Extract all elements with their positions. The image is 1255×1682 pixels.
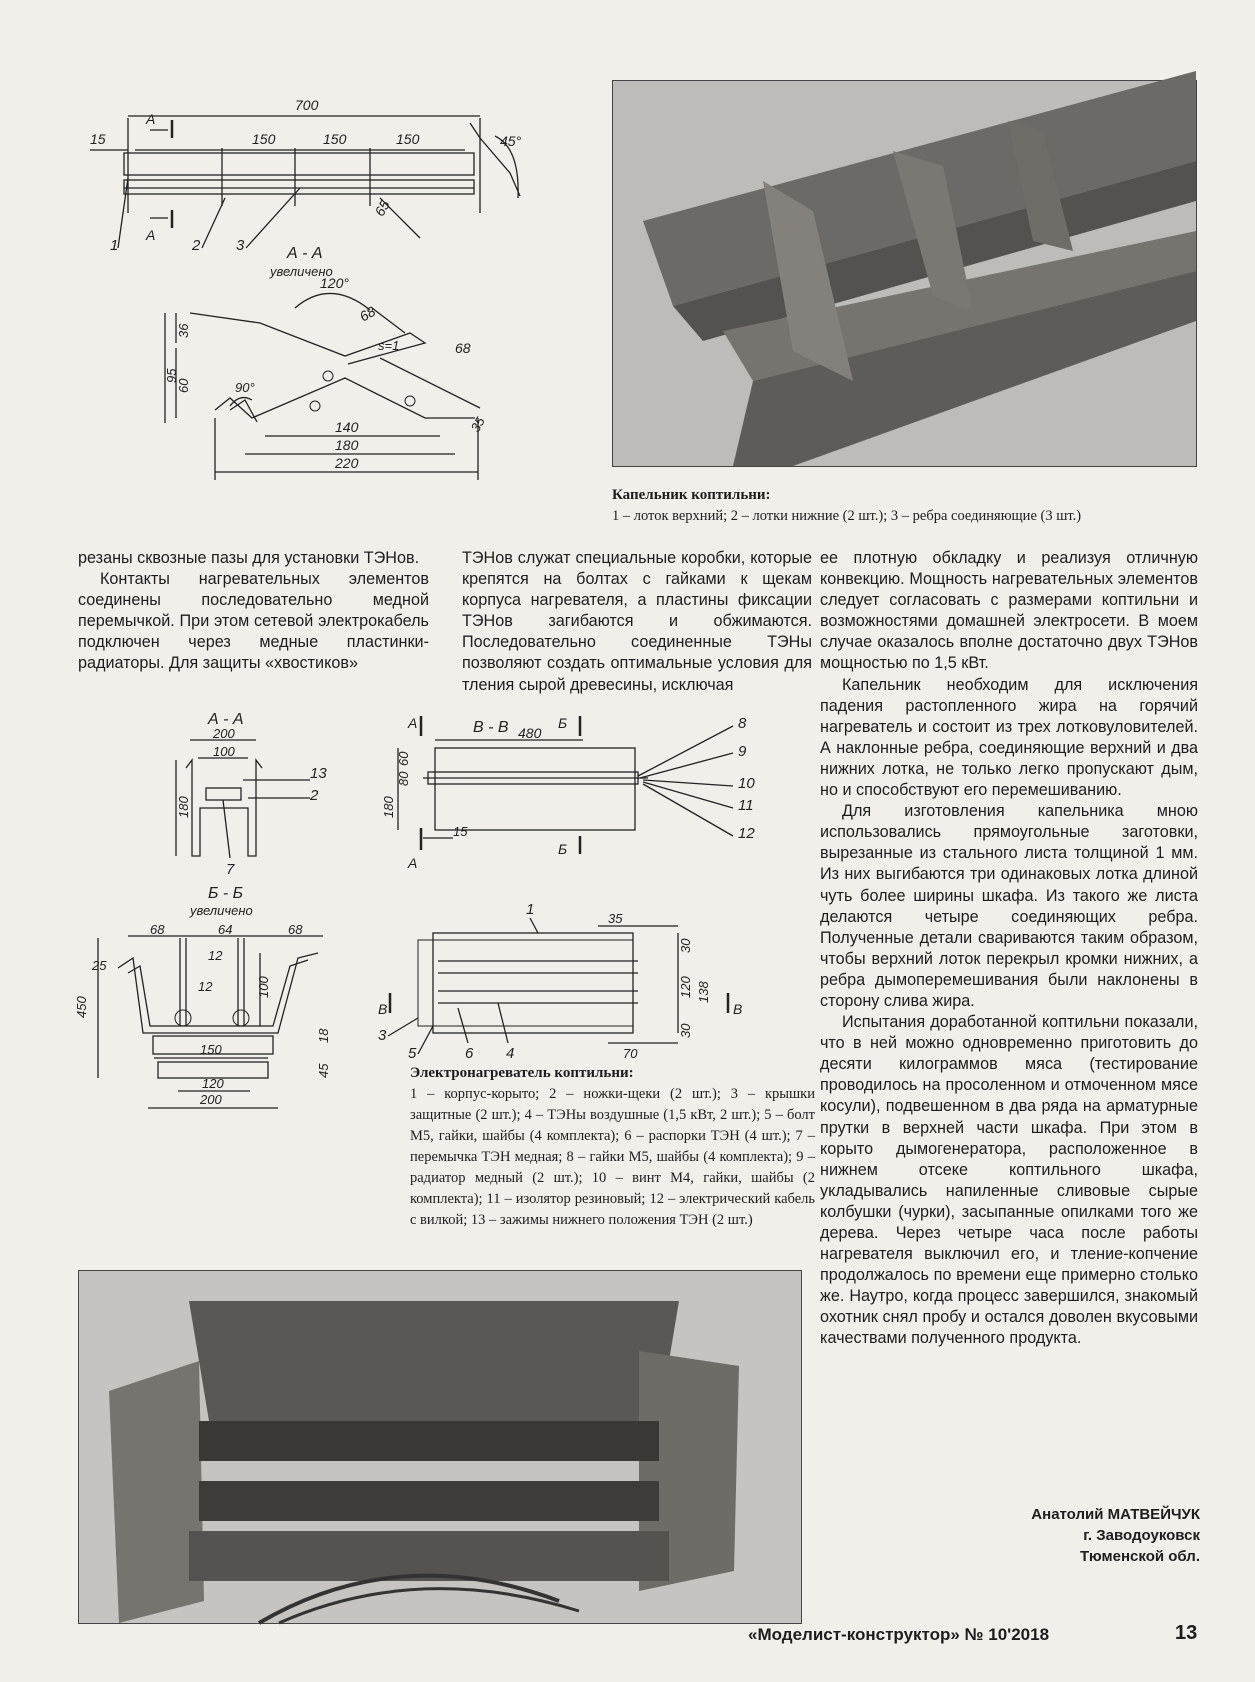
aa-part-2: 2 xyxy=(310,787,319,804)
col1-para-2: Контакты нагревательных элементов соединены последовательно медной перемычкой. При этом сетевой электрокабель подключен через медные пластинки-радиаторы. Для защиты «хвостиков» xyxy=(78,570,429,673)
section-aa-subtitle: увеличено xyxy=(270,264,333,279)
drip-tray-caption-text: 1 – лоток верхний; 2 – лотки нижние (2 шт.); 3 – ребра соединяющие (3 шт.) xyxy=(612,508,1082,524)
dim-150-c: 150 xyxy=(396,131,420,147)
footer-magazine: «Моделист-конструктор» № 10'2018 xyxy=(748,1625,1050,1644)
part-2: 2 xyxy=(192,237,201,254)
bb-dim-64: 64 xyxy=(218,922,233,937)
vv-dim-80: 80 xyxy=(396,771,411,786)
dim-65: 65 xyxy=(371,197,393,219)
bb-subtitle: увеличено xyxy=(190,903,253,918)
bb-dim-200: 200 xyxy=(200,1092,222,1107)
aa-dim-200: 200 xyxy=(213,726,235,741)
col1-para-1: резаны сквозные пазы для установки ТЭНов. xyxy=(78,549,420,567)
vv-part-9: 9 xyxy=(738,743,747,760)
author-name: Анатолий МАТВЕЙЧУК xyxy=(1031,1506,1200,1523)
dim-180: 180 xyxy=(335,437,359,453)
dim-36: 36 xyxy=(176,323,191,338)
drip-tray-caption-title: Капельник коптильни: xyxy=(612,487,771,503)
dim-95: 95 xyxy=(164,368,179,383)
dim-150-a: 150 xyxy=(252,131,276,147)
dim-700: 700 xyxy=(295,97,319,113)
col3-para-1: ее плотную обкладку и реализуя отличную конвекцию. Мощность нагревательных элементов следует согласовать с размерами коптильни и возможностями домашней электросети. В моем случае оказалось вполне достаточно двух ТЭНов мощностью по 1,5 кВт. xyxy=(820,549,1198,673)
vv-letter-b-top: Б xyxy=(558,715,568,731)
vv-letter-b-bottom: Б xyxy=(558,841,568,857)
section-letter-bottom: А xyxy=(146,227,156,243)
dim-s1: s=1 xyxy=(378,338,400,353)
bb-dim-45: 45 xyxy=(316,1063,331,1078)
heater-caption-text: 1 – корпус-корыто; 2 – ножки-щеки (2 шт.); 3 – крышки защитные (2 шт.); 4 – ТЭНы воздушные (1,5 кВт, 2 шт.); 5 – болт М5, гайки, шайбы (4 комплекта); 6 – распорки ТЭН (4 шт.); 7 – перемычка ТЭН медная; 8 – гайки М5, шайбы (4 комплекта); 9 – радиатор медный (2 шт.); 10 – винт М4, гайки, шайбы (2 комплекта); 11 – изолятор резиновый; 12 – электрический кабель с вилкой; 13 – зажимы нижнего положения ТЭН (2 шт.) xyxy=(410,1086,815,1228)
dim-45deg: 45° xyxy=(500,133,522,149)
author-region: Тюменской обл. xyxy=(1079,1548,1200,1565)
dim-68-b: 68 xyxy=(455,340,471,356)
col2-para-1: ТЭНов служат специальные коробки, которые крепятся на болтах с гайками к щекам корпуса нагревателя, а пластины фиксации ТЭНов загибаются и обжимаются. Последовательно соединенные ТЭНы позволяют создать оптимальные условия для тления сырой древесины, исключая xyxy=(462,549,812,694)
bb-dim-25: 25 xyxy=(92,958,107,973)
part-3: 3 xyxy=(236,237,245,254)
bb-title: Б - Б xyxy=(208,885,244,902)
plan-dim-30-a: 30 xyxy=(678,938,693,953)
plan-letter-v-right: В xyxy=(733,1001,743,1017)
page-number: 13 xyxy=(1175,1622,1198,1644)
author-city: г. Заводоуковск xyxy=(1083,1527,1200,1544)
vv-part-10: 10 xyxy=(738,775,755,792)
column-3 xyxy=(820,548,1198,1350)
signature-block xyxy=(880,1504,1200,1567)
aa-dim-180: 180 xyxy=(176,796,191,818)
vv-dim-15: 15 xyxy=(453,824,468,839)
dim-60: 60 xyxy=(176,378,191,393)
dim-150-b: 150 xyxy=(323,131,347,147)
drip-tray-drawing xyxy=(80,88,600,508)
column-2-top xyxy=(462,548,812,696)
bb-dim-100: 100 xyxy=(256,976,271,998)
dim-90deg: 90° xyxy=(235,380,255,395)
aa-part-13: 13 xyxy=(310,765,327,782)
bb-dim-120: 120 xyxy=(202,1076,224,1091)
aa-title: А - А xyxy=(208,711,244,728)
col3-para-3: Для изготовления капельника мною использовались прямоугольные заготовки, вырезанные из стального листа толщиной 1 мм. Из них выгибаются три одинаковых лотка длиной чуть более ширины шкафа. Из такого же листа делаются четыре соединяющих ребра. Полученные детали свариваются таким образом, чтобы верхний лоток перекрыл кромки нижних, а ребра дымоперемешивания были наклонены в сторону слива жира. xyxy=(820,802,1198,1010)
bb-dim-68-a: 68 xyxy=(150,922,165,937)
plan-part-1: 1 xyxy=(526,901,535,918)
drip-tray-caption xyxy=(612,485,1212,527)
plan-part-4: 4 xyxy=(506,1045,515,1062)
vv-dim-180: 180 xyxy=(381,796,396,818)
vv-dim-60: 60 xyxy=(396,751,411,766)
column-1-top xyxy=(78,548,429,675)
plan-dim-35: 35 xyxy=(608,911,623,926)
col3-para-4: Испытания доработанной коптильни показали, что в ней можно одновременно приготовить до десяти килограммов мяса (тестирование проводилось на просоленном и отмоченном мясе косули), подвешенном в два ряда на арматурные прутки в верхней части шкафа. При этом в корыто дымогенератора, расположенное в нижнем отсеке коптильного шкафа, укладывались напиленные сливовые сырые колбушки (чурки), засыпанные опилками того же дерева. Через четыре часа после работы нагревателя выключил его, и тление-копчение продолжалось по времени еще примерно столько же. Наутро, когда процесс завершился, знакомый охотник снял пробу и остался доволен вкусовыми качествами полученного продукта. xyxy=(820,1013,1198,1348)
dim-220: 220 xyxy=(335,455,359,471)
dim-120deg: 120° xyxy=(320,275,349,291)
section-aa-title: А - А xyxy=(287,245,323,262)
plan-dim-120: 120 xyxy=(678,976,693,998)
plan-dim-30-b: 30 xyxy=(678,1023,693,1038)
section-letter-top: А xyxy=(146,111,156,127)
heater-caption-title: Электронагреватель коптильни: xyxy=(410,1065,634,1081)
vv-part-12: 12 xyxy=(738,825,755,842)
plan-part-3: 3 xyxy=(378,1027,387,1044)
bb-dim-18: 18 xyxy=(316,1028,331,1043)
part-1: 1 xyxy=(110,237,119,254)
bb-dim-450: 450 xyxy=(74,996,89,1018)
col3-para-2: Капельник необходим для исключения падения растопленного жира на горячий нагреватель и состоит из трех лотковуловителей. А наклонные ребра, соединяющие верхний и два нижних лотка, не только легко пропускают дым, но и способствуют его перемешиванию. xyxy=(820,675,1198,800)
bb-dim-12-b: 12 xyxy=(198,979,213,994)
plan-dim-138: 138 xyxy=(696,981,711,1003)
heater-photo xyxy=(78,1270,802,1624)
plan-letter-v-left: В xyxy=(378,1001,388,1017)
dim-140: 140 xyxy=(335,419,359,435)
aa-dim-100: 100 xyxy=(213,744,235,759)
plan-part-5: 5 xyxy=(408,1045,417,1062)
bb-dim-68-b: 68 xyxy=(288,922,303,937)
aa-part-7: 7 xyxy=(226,861,235,878)
vv-dim-480: 480 xyxy=(518,725,542,741)
dim-35: 35 xyxy=(467,414,488,435)
vv-letter-a-top: А xyxy=(408,715,418,731)
vv-title: В - В xyxy=(473,719,509,736)
vv-part-8: 8 xyxy=(738,715,747,732)
plan-part-6: 6 xyxy=(465,1045,474,1062)
heater-caption xyxy=(410,1063,815,1231)
vv-part-11: 11 xyxy=(738,797,754,814)
bb-dim-12-a: 12 xyxy=(208,948,223,963)
plan-dim-70: 70 xyxy=(623,1046,638,1061)
bb-dim-150: 150 xyxy=(200,1042,222,1057)
vv-letter-a-bottom: А xyxy=(408,855,418,871)
drip-tray-photo xyxy=(612,80,1197,467)
dim-68-a: 68 xyxy=(356,302,379,325)
dim-15: 15 xyxy=(90,131,106,147)
